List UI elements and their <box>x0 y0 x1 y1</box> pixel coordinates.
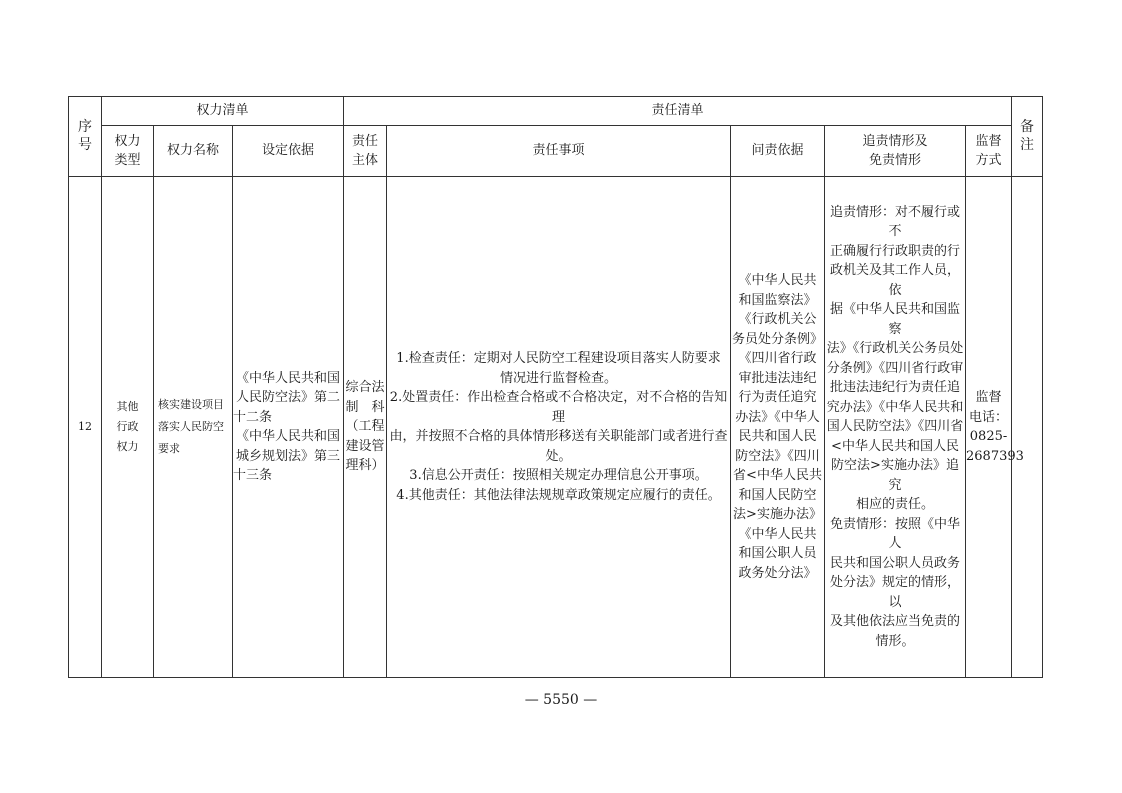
subject-line: 制 科 <box>345 399 385 415</box>
page-number: — 5550 — <box>524 692 598 708</box>
row-accountability-basis <box>731 177 825 678</box>
row-power-name: 核实建设项目落实人民防空要求 <box>154 177 233 678</box>
pursue-line: 据《中华人民共和国监察 <box>829 302 960 337</box>
accountability-line: 省<中华人民共 <box>733 468 822 483</box>
duty-line: 1.检查责任：定期对人民防空工程建设项目落实人防要求 <box>396 351 721 366</box>
accountability-line: 民共和国人民 <box>738 429 817 444</box>
header-subject: 责任主体 <box>344 126 387 177</box>
accountability-line: 法>实施办法》 <box>733 507 822 522</box>
row-pursue-exempt <box>825 177 966 678</box>
supervision-line: 0825- <box>969 429 1008 444</box>
basis-line: 《中华人民共和国 <box>235 370 340 386</box>
accountability-line: 和国公职人员 <box>738 546 817 561</box>
pursue-line: 追责情形：对不履行或不 <box>829 204 960 240</box>
subject-line: 理科） <box>345 458 385 474</box>
header-basis: 设定依据 <box>233 126 344 177</box>
supervision-line: 2687393 <box>966 448 1024 464</box>
row-power-type: 其他行政权力 <box>102 177 154 678</box>
basis-line: 城乡规划法》第三 <box>235 448 340 464</box>
pursue-line: 正确履行行政职责的行 <box>829 243 960 259</box>
accountability-line: 行为责任追究 <box>738 390 817 405</box>
pursue-line: 防空法>实施办法》追究 <box>831 458 959 493</box>
basis-line: 十三条 <box>233 468 273 483</box>
accountability-line: 务员处分条例》 <box>731 331 823 347</box>
row-basis <box>233 177 344 678</box>
header-remark: 备注 <box>1012 97 1043 177</box>
pursue-line: 及其他依法应当免责的 <box>829 614 960 630</box>
duty-line: 情况进行监督检查。 <box>499 370 617 386</box>
subject-line: 综合法 <box>345 380 385 396</box>
header-power-type: 权力类型 <box>102 126 154 177</box>
accountability-line: 政务处分法》 <box>738 565 817 581</box>
header-duty: 责任事项 <box>387 126 731 177</box>
pursue-line: 免责情形：按照《中华人 <box>829 516 960 552</box>
duty-line: 2.处置责任：作出检查合格或不合格决定，对不合格的告知理 <box>389 390 728 425</box>
pursue-line: 法》《行政机关公务员处 <box>826 341 964 357</box>
header-power-list: 权力清单 <box>102 97 344 126</box>
row-serial: 12 <box>69 177 102 678</box>
pursue-line: 民共和国公职人员政务 <box>829 555 960 571</box>
pursue-line: 处分法》规定的情形，以 <box>829 575 960 610</box>
pursue-line: 究办法》《中华人民共和 <box>826 399 964 415</box>
pursue-line: <中华人民共和国人民 <box>831 438 959 454</box>
accountability-line: 防空法》《四川 <box>735 448 820 464</box>
header-accountability-basis: 问责依据 <box>731 126 825 177</box>
basis-line: 十二条 <box>233 409 273 425</box>
duty-line: 4.其他责任：其他法律法规规章政策规定应履行的责任。 <box>396 487 721 503</box>
accountability-line: 《行政机关公 <box>738 312 817 327</box>
row-supervision <box>966 177 1024 678</box>
row-duty <box>387 177 731 678</box>
header-serial: 序号 <box>69 97 102 177</box>
accountability-line: 审批违法违纪 <box>738 370 817 386</box>
subject-line: （工程 <box>345 419 385 435</box>
supervision-line: 电话： <box>969 409 1009 425</box>
responsibility-table <box>68 96 1043 678</box>
pursue-line: 政机关及其工作人员，依 <box>829 263 960 298</box>
header-pursue-exempt: 追责情形及免责情形 <box>825 126 966 177</box>
basis-line: 人民防空法》第二 <box>235 390 340 405</box>
pursue-line: 国人民防空法》《四川省 <box>826 419 964 435</box>
basis-line: 《中华人民共和国 <box>235 429 340 444</box>
accountability-line: 《中华人民共 <box>738 526 817 542</box>
accountability-line: 办法》《中华人 <box>735 409 820 425</box>
subject-line: 建设管 <box>345 438 385 454</box>
duty-line: 3.信息公开责任：按照相关规定办理信息公开事项。 <box>409 468 708 483</box>
header-supervision: 监督方式 <box>966 126 1012 177</box>
accountability-line: 和国监察法》 <box>738 292 817 308</box>
pursue-line: 分条例》《四川省行政审 <box>826 360 964 376</box>
row-subject <box>344 177 387 678</box>
pursue-line: 相应的责任。 <box>855 497 934 513</box>
pursue-line: 批违法违纪行为责任追 <box>829 380 960 396</box>
duty-line: 由，并按照不合格的具体情形移送有关职能部门或者进行查处。 <box>389 429 728 464</box>
accountability-line: 和国人民防空 <box>738 487 817 503</box>
header-responsibility-list: 责任清单 <box>344 97 1012 126</box>
pursue-line: 情形。 <box>875 633 915 649</box>
accountability-line: 《中华人民共 <box>738 273 817 288</box>
supervision-line: 监督 <box>975 390 1002 405</box>
accountability-line: 《四川省行政 <box>738 351 817 366</box>
row-remark <box>1012 177 1043 678</box>
header-power-name: 权力名称 <box>154 126 233 177</box>
